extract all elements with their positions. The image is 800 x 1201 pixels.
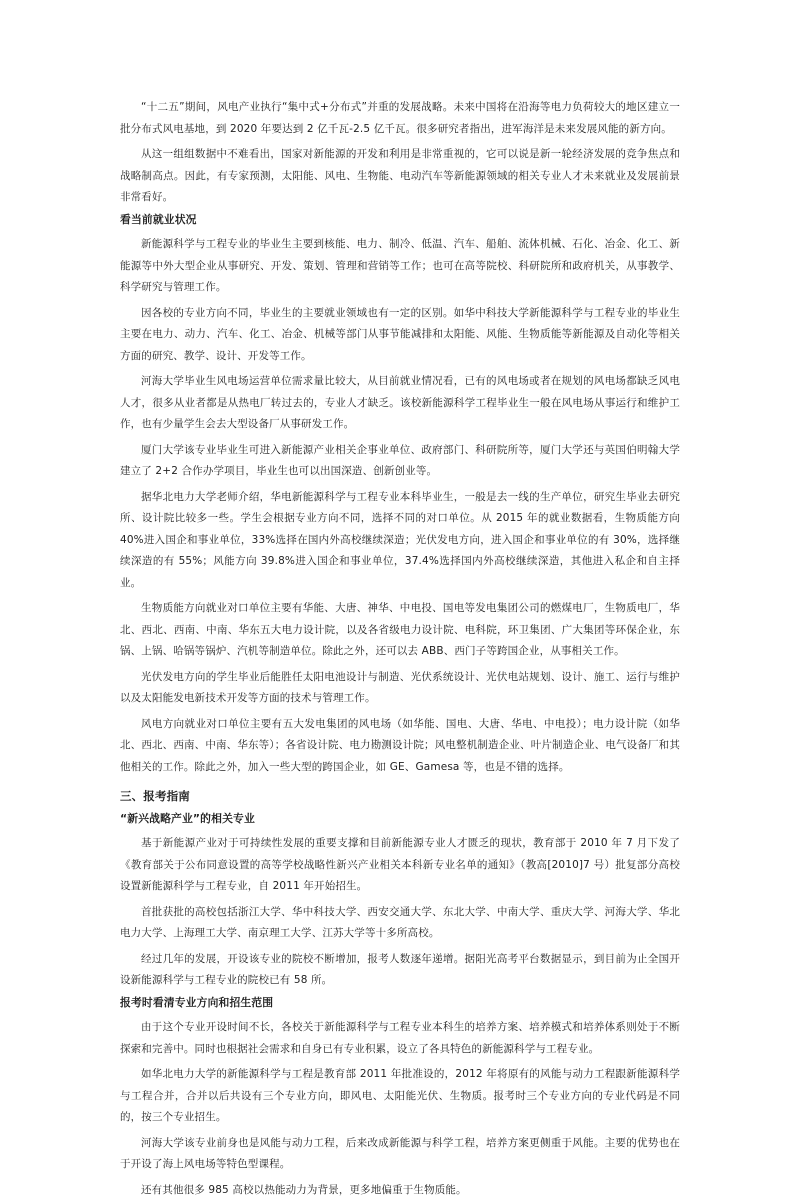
section-heading: 看当前就业状况 bbox=[120, 209, 680, 231]
paragraph: 首批获批的高校包括浙江大学、华中科技大学、西安交通大学、东北大学、中南大学、重庆大学、河海大学、华北电力大学、上海理工大学、南京理工大学、江苏大学等十多所高校。 bbox=[120, 902, 680, 945]
paragraph: 光伏发电方向的学生毕业后能胜任太阳电池设计与制造、光伏系统设计、光伏电站规划、设计、施工、运行与维护以及太阳能发电新技术开发等方面的技术与管理工作。 bbox=[120, 667, 680, 710]
paragraph: 从这一组组数据中不难看出，国家对新能源的开发和利用是非常重视的，它可以说是新一轮经济发展的竞争焦点和战略制高点。因此，有专家预测，太阳能、风电、生物能、电动汽车等新能源领域的相关专业人才未来就业及发展前景非常看好。 bbox=[120, 144, 680, 209]
paragraph: 由于这个专业开设时间不长，各校关于新能源科学与工程专业本科生的培养方案、培养模式和培养体系则处于不断探索和完善中。同时也根据社会需求和自身已有专业积累，设立了各具特色的新能源科学与工程专业。 bbox=[120, 1017, 680, 1060]
paragraph: 新能源科学与工程专业的毕业生主要到核能、电力、制冷、低温、汽车、船舶、流体机械、石化、冶金、化工、新能源等中外大型企业从事研究、开发、策划、管理和营销等工作；也可在高等院校、科研院所和政府机关，从事教学、科学研究与管理工作。 bbox=[120, 234, 680, 299]
paragraph: 生物质能方向就业对口单位主要有华能、大唐、神华、中电投、国电等发电集团公司的燃煤电厂，生物质电厂，华北、西北、西南、中南、华东五大电力设计院，以及各省级电力设计院、电科院，环卫集团、广大集团等环保企业，东锅、上锅、哈锅等锅炉、汽机等制造单位。除此之外，还可以去 ABB、西门子等跨国企业，从事相关工作。 bbox=[120, 598, 680, 663]
paragraph: 河海大学毕业生风电场运营单位需求量比较大，从目前就业情况看，已有的风电场或者在规划的风电场都缺乏风电人才，很多从业者都是从热电厂转过去的，专业人才缺乏。该校新能源科学工程毕业生一般在风电场从事运行和维护工作，也有少量学生会去大型设备厂从事研发工作。 bbox=[120, 371, 680, 436]
paragraph: 基于新能源产业对于可持续性发展的重要支撑和目前新能源专业人才匮乏的现状，教育部于 2010 年 7 月下发了《教育部关于公布同意设置的高等学校战略性新兴产业相关本科新专业名单的通知》（教高[2010]7 号）批复部分高校设置新能源科学与工程专业，自 2011 年开始招生。 bbox=[120, 833, 680, 898]
document-page bbox=[120, 97, 680, 1201]
paragraph: 据华北电力大学老师介绍，华电新能源科学与工程专业本科毕业生，一般是去一线的生产单位，研究生毕业去研究所、设计院比较多一些。学生会根据专业方向不同，选择不同的对口单位。从 2015 年的就业数据看，生物质能方向 40%进入国企和事业单位，33%选择在国内外高校继续深造；光伏发电方向，进入国企和事业单位的有 30%，选择继续深造的有 55%；风能方向 39.8%进入国企和事业单位，37.4%选择国内外高校继续深造，其他进入私企和自主择业。 bbox=[120, 487, 680, 595]
paragraph: 厦门大学该专业毕业生可进入新能源产业相关企事业单位、政府部门、科研院所等，厦门大学还与英国伯明翰大学建立了 2+2 合作办学项目，毕业生也可以出国深造、创新创业等。 bbox=[120, 440, 680, 483]
paragraph: 因各校的专业方向不同，毕业生的主要就业领域也有一定的区别。如华中科技大学新能源科学与工程专业的毕业生主要在电力、动力、汽车、化工、冶金、机械等部门从事节能减排和太阳能、风能、生物质能等新能源及自动化等相关方面的研究、教学、设计、开发等工作。 bbox=[120, 303, 680, 368]
chapter-heading: 三、报考指南 bbox=[120, 786, 680, 808]
section-heading: “新兴战略产业”的相关专业 bbox=[120, 808, 680, 830]
paragraph: 风电方向就业对口单位主要有五大发电集团的风电场（如华能、国电、大唐、华电、中电投）；电力设计院（如华北、西北、西南、中南、华东等）；各省设计院、电力勘测设计院；风电整机制造企业、叶片制造企业、电气设备厂和其他相关的工作。除此之外，加入一些大型的跨国企业，如 GE、Gamesa 等，也是不错的选择。 bbox=[120, 714, 680, 779]
paragraph: 经过几年的发展，开设该专业的院校不断增加，报考人数逐年递增。据阳光高考平台数据显示，到目前为止全国开设新能源科学与工程专业的院校已有 58 所。 bbox=[120, 949, 680, 992]
paragraph: 如华北电力大学的新能源科学与工程是教育部 2011 年批准设的，2012 年将原有的风能与动力工程跟新能源科学与工程合并，合并以后共设有三个专业方向，即风电、太阳能光伏、生物质。报考时三个专业方向的专业代码是不同的，按三个专业招生。 bbox=[120, 1064, 680, 1129]
paragraph: 还有其他很多 985 高校以热能动力为背景，更多地偏重于生物质能。 bbox=[120, 1180, 680, 1201]
section-heading: 报考时看清专业方向和招生范围 bbox=[120, 992, 680, 1014]
paragraph: “十二五”期间，风电产业执行“集中式+分布式”并重的发展战略。未来中国将在沿海等电力负荷较大的地区建立一批分布式风电基地，到 2020 年要达到 2 亿千瓦-2.5 亿千瓦。很多研究者指出，进军海洋是未来发展风能的新方向。 bbox=[120, 97, 680, 140]
paragraph: 河海大学该专业前身也是风能与动力工程，后来改成新能源与科学工程，培养方案更侧重于风能。主要的优势也在于开设了海上风电场等特色型课程。 bbox=[120, 1133, 680, 1176]
